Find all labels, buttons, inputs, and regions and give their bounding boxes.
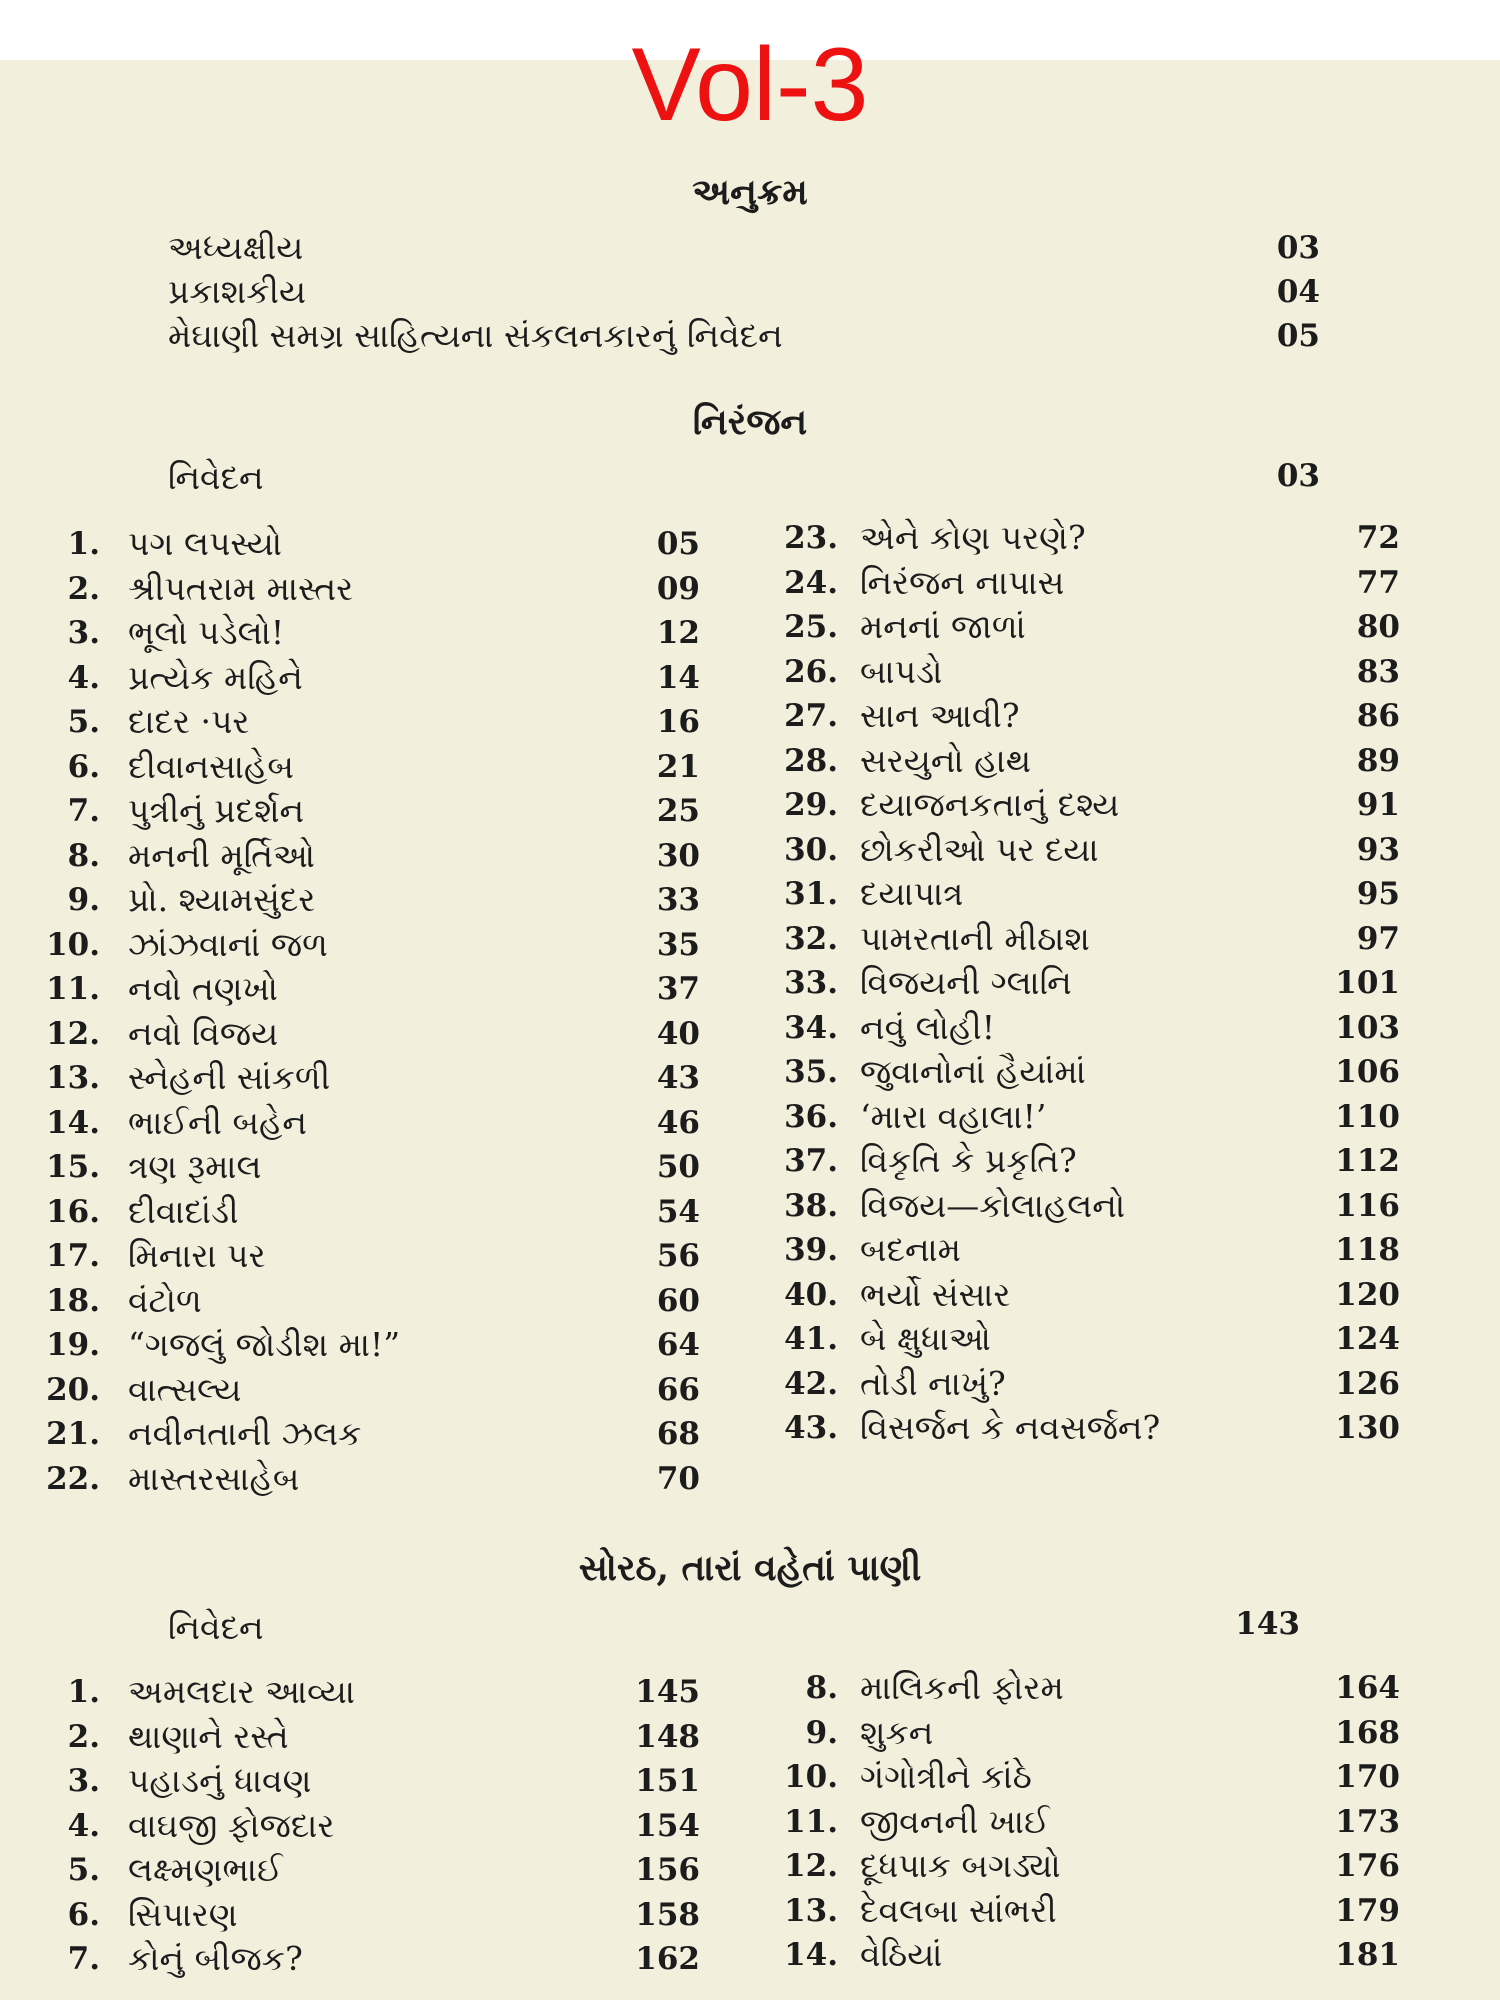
chapter-title: દાદર ·પર [128, 702, 250, 741]
page-number: 101 [1335, 965, 1400, 1001]
page-number: 179 [1335, 1892, 1400, 1929]
page-number: 83 [1356, 653, 1400, 690]
chapter-title: દયાપાત્ર [860, 874, 964, 913]
chapter-number: 9. [805, 1714, 838, 1751]
chapter-number: 12. [46, 1015, 100, 1052]
page-number: 80 [1356, 609, 1400, 645]
page-number: 86 [1356, 698, 1400, 734]
book2-heading: સોરઠ, તારાં વહેતાં પાણી [578, 1547, 922, 1589]
page-number: 50 [656, 1149, 700, 1185]
page-number: 95 [1356, 876, 1400, 912]
contents-heading: અનુક્રમ [692, 171, 808, 213]
chapter-title: છોકરીઓ પર દયા [860, 829, 1099, 869]
chapter-title: શ્રીપતરામ માસ્તર [128, 568, 354, 608]
page-number: 33 [656, 882, 700, 918]
page-number: 116 [1335, 1187, 1400, 1224]
chapter-title: ગંગોત્રીને કાંઠે [860, 1757, 1032, 1796]
page-number: 130 [1335, 1410, 1400, 1446]
book2-intro-title: નિવેદન [168, 1608, 264, 1647]
chapter-number: 33. [784, 965, 838, 1001]
chapter-title: નિરંજન નાપાસ [860, 562, 1065, 602]
front-matter-page: 05 [1276, 318, 1320, 354]
chapter-number: 11. [784, 1803, 838, 1840]
front-matter-page: 04 [1276, 274, 1320, 310]
page-number: 68 [656, 1416, 700, 1452]
chapter-title: મિનારા પર [128, 1236, 266, 1275]
chapter-number: 1. [67, 526, 100, 562]
page-number: 14 [656, 659, 700, 696]
chapter-number: 2. [67, 570, 100, 607]
page-number: 64 [656, 1327, 700, 1363]
chapter-number: 31. [784, 876, 838, 912]
page-number: 77 [1356, 564, 1400, 601]
book1-heading: નિરંજન [692, 401, 808, 443]
page-number: 46 [656, 1104, 700, 1141]
chapter-title: નવીનતાની ઝલક [128, 1414, 362, 1453]
chapter-title: વાઘજી ફોજદાર [128, 1805, 335, 1845]
chapter-number: 2. [67, 1718, 100, 1755]
chapter-title: મનની મૂર્તિઓ [128, 835, 316, 875]
chapter-title: વાત્સલ્ય [128, 1369, 242, 1409]
chapter-title: દીવાનસાહેબ [128, 746, 294, 786]
chapter-number: 17. [46, 1238, 100, 1274]
chapter-title: ભૂલો પડેલો! [128, 613, 285, 652]
chapter-number: 11. [46, 971, 100, 1007]
chapter-number: 18. [46, 1282, 100, 1319]
page-number: 110 [1335, 1098, 1400, 1135]
chapter-number: 24. [784, 564, 838, 601]
chapter-number: 29. [784, 787, 838, 823]
page-number: 103 [1335, 1009, 1400, 1046]
chapter-number: 10. [46, 926, 100, 963]
chapter-title: પગ લપસ્યો [128, 524, 282, 563]
chapter-title: “ગજલું જોડીશ મા!” [128, 1325, 401, 1364]
chapter-title: નવો તણખો [128, 969, 278, 1008]
page-number: 25 [656, 793, 700, 829]
page-number: 72 [1356, 520, 1400, 556]
book1-intro-page: 03 [1276, 458, 1320, 494]
chapter-title: એને કોણ પરણે? [860, 518, 1086, 557]
page-number: 09 [656, 570, 700, 607]
book2-intro-page: 143 [1235, 1606, 1300, 1642]
chapter-number: 23. [784, 520, 838, 556]
chapter-title: કોનું બીજક? [128, 1939, 303, 1978]
chapter-title: નવો વિજય [128, 1013, 279, 1053]
chapter-number: 9. [67, 882, 100, 918]
chapter-number: 22. [46, 1460, 100, 1497]
chapter-number: 42. [784, 1365, 838, 1402]
chapter-number: 20. [46, 1371, 100, 1408]
chapter-title: ઝાંઝવાનાં જળ [128, 924, 328, 964]
chapter-number: 3. [67, 615, 100, 651]
page-number: 170 [1335, 1759, 1400, 1795]
chapter-number: 35. [784, 1054, 838, 1090]
chapter-title: સિપારણ [128, 1894, 238, 1934]
chapter-title: મનનાં જાળાં [860, 607, 1026, 646]
chapter-title: બાપડો [860, 651, 943, 691]
chapter-number: 40. [784, 1276, 838, 1313]
page-number: 35 [656, 926, 700, 963]
chapter-number: 14. [46, 1104, 100, 1141]
chapter-title: પહાડનું ધાવણ [128, 1761, 312, 1800]
page-number: 162 [635, 1941, 700, 1977]
chapter-number: 34. [784, 1009, 838, 1046]
chapter-number: 26. [784, 653, 838, 690]
chapter-title: ત્રણ રૂમાલ [128, 1147, 262, 1186]
front-matter-title: મેઘાણી સમગ્ર સાહિત્યના સંકલનકારનું નિવેદન [168, 316, 783, 355]
front-matter-title: અધ્યક્ષીય [168, 228, 304, 267]
chapter-title: અમલદાર આવ્યા [128, 1672, 355, 1711]
chapter-number: 38. [784, 1187, 838, 1224]
chapter-title: થાણાને રસ્તે [128, 1716, 289, 1756]
chapter-title: પામરતાની મીઠાશ [860, 918, 1090, 958]
chapter-number: 25. [784, 609, 838, 645]
chapter-number: 41. [784, 1321, 838, 1357]
chapter-number: 21. [46, 1416, 100, 1452]
page-number: 05 [656, 526, 700, 562]
chapter-number: 28. [784, 742, 838, 779]
chapter-title: જીવનની ખાઈ [860, 1801, 1050, 1841]
chapter-number: 16. [46, 1193, 100, 1230]
chapter-title: વંટોળ [128, 1280, 202, 1320]
chapter-number: 39. [784, 1232, 838, 1268]
chapter-title: વેઠિયાં [860, 1935, 943, 1974]
page-number: 60 [656, 1282, 700, 1319]
page-number: 97 [1356, 920, 1400, 957]
page-number: 91 [1356, 787, 1400, 823]
chapter-number: 15. [46, 1149, 100, 1185]
page-number: 43 [656, 1060, 700, 1096]
chapter-title: માસ્તરસાહેબ [128, 1458, 300, 1498]
chapter-title: પ્રત્યેક મહિને [128, 657, 303, 697]
chapter-number: 5. [67, 1852, 100, 1888]
chapter-number: 43. [784, 1410, 838, 1446]
chapter-title: વિજયની ગ્લાનિ [860, 963, 1072, 1002]
chapter-title: ભાઈની બહેન [128, 1102, 308, 1142]
page-number: 93 [1356, 831, 1400, 868]
chapter-title: બે ક્ષુધાઓ [860, 1319, 991, 1358]
chapter-number: 4. [67, 659, 100, 696]
volume-banner: Vol-3 [631, 27, 869, 143]
page-number: 154 [635, 1807, 700, 1844]
chapter-number: 5. [67, 704, 100, 740]
chapter-title: માલિકની ફોરમ [860, 1668, 1064, 1707]
book1-intro-title: નિવેદન [168, 458, 264, 497]
chapter-title: ભર્યો સંસાર [860, 1274, 1011, 1314]
chapter-title: દયાજનકતાનું દશ્ય [860, 785, 1120, 824]
chapter-number: 13. [784, 1892, 838, 1929]
chapter-title: લક્ષ્મણભાઈ [128, 1850, 283, 1889]
page-number: 37 [656, 971, 700, 1007]
chapter-number: 10. [784, 1759, 838, 1795]
chapter-title: બદનામ [860, 1230, 961, 1269]
chapter-title: સરયુનો હાથ [860, 740, 1032, 780]
chapter-number: 12. [784, 1848, 838, 1884]
chapter-number: 27. [784, 698, 838, 734]
chapter-title: તોડી નાખું? [860, 1363, 1006, 1403]
chapter-number: 3. [67, 1763, 100, 1799]
page-number: 151 [635, 1763, 700, 1799]
chapter-number: 6. [67, 748, 100, 785]
page-number: 176 [1335, 1848, 1400, 1884]
chapter-number: 7. [67, 793, 100, 829]
chapter-title: દેવલબા સાંભરી [860, 1890, 1057, 1930]
chapter-title: વિકૃતિ કે પ્રકૃતિ? [860, 1141, 1077, 1180]
chapter-number: 13. [46, 1060, 100, 1096]
page-number: 21 [656, 748, 700, 785]
chapter-title: નવું લોહી! [860, 1007, 995, 1047]
page-number: 181 [1335, 1937, 1400, 1973]
chapter-title: દીવાદાંડી [128, 1191, 239, 1231]
chapter-number: 14. [784, 1937, 838, 1973]
page-number: 145 [635, 1674, 700, 1710]
chapter-number: 32. [784, 920, 838, 957]
page-number: 12 [656, 615, 700, 651]
front-matter-title: પ્રકાશકીય [168, 272, 307, 311]
page-number: 66 [656, 1371, 700, 1408]
chapter-number: 37. [784, 1143, 838, 1179]
page-number: 54 [656, 1193, 700, 1230]
page-number: 70 [656, 1460, 700, 1497]
chapter-number: 8. [67, 837, 100, 874]
page-number: 148 [635, 1718, 700, 1755]
chapter-number: 36. [784, 1098, 838, 1135]
chapter-title: જુવાનોનાં હૈયાંમાં [860, 1052, 1086, 1091]
page-number: 89 [1356, 742, 1400, 779]
chapter-title: શુકન [860, 1712, 934, 1752]
page-number: 112 [1335, 1143, 1400, 1179]
page-number: 40 [656, 1015, 700, 1052]
chapter-title: સ્નેહની સાંકળી [128, 1058, 331, 1097]
chapter-number: 1. [67, 1674, 100, 1710]
page-number: 173 [1335, 1803, 1400, 1840]
chapter-number: 30. [784, 831, 838, 868]
chapter-number: 7. [67, 1941, 100, 1977]
page-number: 16 [656, 704, 700, 740]
page-number: 168 [1335, 1714, 1400, 1751]
page-number: 118 [1335, 1232, 1400, 1268]
chapter-number: 8. [805, 1670, 838, 1706]
page-number: 56 [656, 1238, 700, 1274]
page-number: 156 [635, 1852, 700, 1888]
chapter-title: સાન આવી? [860, 696, 1020, 735]
page-number: 30 [656, 837, 700, 874]
page-number: 164 [1335, 1670, 1400, 1706]
chapter-title: પ્રો. શ્યામસુંદર [128, 880, 316, 919]
chapter-title: વિસર્જન કે નવસર્જન? [860, 1408, 1161, 1447]
chapter-title: ‘મારા વહાલા!’ [860, 1096, 1047, 1136]
chapter-title: દૂધપાક બગડ્યો [860, 1846, 1061, 1885]
chapter-title: પુત્રીનું પ્રદર્શન [128, 791, 305, 830]
front-matter-page: 03 [1276, 230, 1320, 266]
page-number: 124 [1335, 1321, 1400, 1357]
chapter-number: 4. [67, 1807, 100, 1844]
page-number: 158 [635, 1896, 700, 1933]
chapter-title: વિજય—કોલાહલનો [860, 1185, 1126, 1225]
page-number: 120 [1335, 1276, 1400, 1313]
chapter-number: 19. [46, 1327, 100, 1363]
page-number: 126 [1335, 1365, 1400, 1402]
chapter-number: 6. [67, 1896, 100, 1933]
page-number: 106 [1335, 1054, 1400, 1090]
